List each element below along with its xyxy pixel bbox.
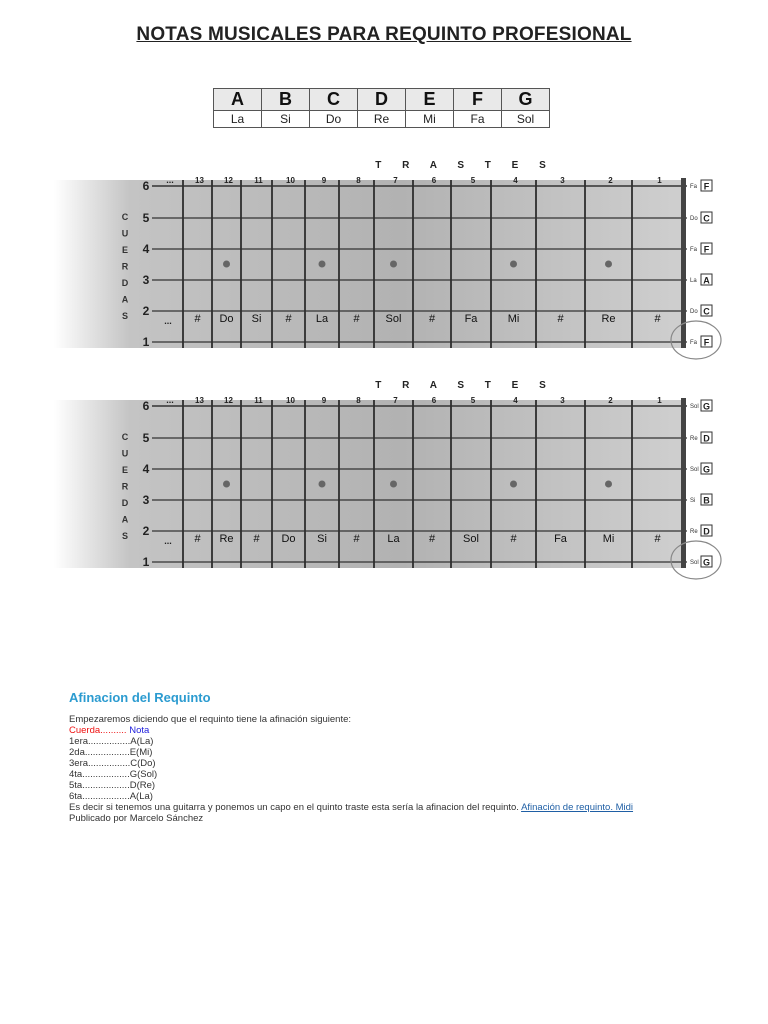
fret-number: 8 xyxy=(356,176,361,185)
open-string-name: Sol xyxy=(690,404,699,410)
cuerdas-letter: R xyxy=(121,481,129,492)
inlay-dot xyxy=(605,261,612,268)
tuning-line: 3era................C(Do) xyxy=(69,758,156,769)
cuerdas-letter: D xyxy=(121,498,129,508)
cuerdas-letter: R xyxy=(121,261,129,272)
fret-number: 9 xyxy=(321,396,327,405)
note-letter: G xyxy=(502,89,550,111)
fret-note: Re xyxy=(219,533,234,545)
string-number: 1 xyxy=(142,335,150,349)
tuning-line: 2da.................E(Mi) xyxy=(69,747,153,758)
string-number: 6 xyxy=(142,399,150,413)
fret-number: 12 xyxy=(224,176,233,185)
tuning-line: 4ta..................G(Sol) xyxy=(69,769,158,780)
cuerdas-letter: U xyxy=(121,448,129,459)
fret-note: # xyxy=(353,313,360,325)
fret-number: 4 xyxy=(513,396,518,405)
fret-note: # xyxy=(194,533,201,545)
fret-number: 10 xyxy=(286,176,295,185)
fret-number: 13 xyxy=(195,396,204,405)
trastes-label: T R A S T E S xyxy=(375,380,555,391)
note-letter-table xyxy=(213,88,550,128)
inlay-dot xyxy=(319,261,326,268)
note-name: Si xyxy=(262,111,310,128)
note-letter: E xyxy=(406,89,454,111)
open-string-letter: D xyxy=(703,526,710,537)
string-number: 2 xyxy=(142,304,150,318)
note-letter: D xyxy=(358,89,406,111)
open-string-letter: A xyxy=(703,275,710,286)
open-string-name: Fa xyxy=(690,340,698,346)
open-string-name: Fa xyxy=(690,247,698,253)
tuning-line: 1era................A(La) xyxy=(69,736,154,747)
open-string-letter: B xyxy=(703,495,710,506)
inlay-dot xyxy=(223,481,230,488)
fret-note: La xyxy=(315,313,329,325)
row-dots: ... xyxy=(164,536,172,546)
string-number: 2 xyxy=(142,524,150,538)
open-string-name: La xyxy=(690,278,697,284)
inlay-dot xyxy=(510,481,517,488)
inlay-dot xyxy=(319,481,326,488)
afinacion-section xyxy=(69,690,729,824)
cuerda-header: Cuerda.......... xyxy=(69,725,127,736)
cuerdas-letter: A xyxy=(121,294,129,305)
fret-number: 3 xyxy=(560,176,565,185)
fret-note: # xyxy=(353,533,360,545)
string-number: 4 xyxy=(142,462,150,476)
note-letters-row xyxy=(214,89,550,111)
fret-number: 7 xyxy=(393,176,398,185)
tuning-line: 5ta..................D(Re) xyxy=(69,780,156,791)
fret-number: 6 xyxy=(431,176,437,185)
fret-note: Do xyxy=(281,533,296,545)
cuerdas-letter: E xyxy=(121,245,129,255)
inlay-dot xyxy=(390,261,397,268)
fret-note: Sol xyxy=(385,313,402,325)
row-dots: ... xyxy=(164,316,172,326)
open-string-name: Re xyxy=(690,436,698,442)
fret-number: 2 xyxy=(608,176,613,185)
fret-number: 9 xyxy=(321,176,327,185)
open-string-letter: G xyxy=(702,401,711,412)
cuerdas-letter: E xyxy=(121,465,129,475)
published-by: Publicado por Marcelo Sánchez xyxy=(69,813,204,824)
fret-number: 13 xyxy=(195,176,204,185)
fret-number: 11 xyxy=(254,176,263,185)
fret-note: # xyxy=(194,313,201,325)
fret-number: 10 xyxy=(286,396,295,405)
open-string-letter: F xyxy=(703,181,710,192)
fret-note: Mi xyxy=(507,313,520,325)
note-name: Re xyxy=(358,111,406,128)
afinacion-title: Afinacion del Requinto xyxy=(69,690,211,705)
note-name: La xyxy=(214,111,262,128)
cuerdas-letter: D xyxy=(121,278,129,288)
trastes-label: T R A S T E S xyxy=(375,160,555,171)
tuning-line: 6ta..................A(La) xyxy=(69,791,153,802)
fret-note: # xyxy=(654,533,661,545)
note-names-row xyxy=(214,111,550,128)
fret-note: # xyxy=(428,313,436,325)
fretboard-diagram-2 xyxy=(40,370,740,585)
cuerdas-letter: C xyxy=(121,432,129,442)
fret-note: # xyxy=(557,313,564,325)
fret-note: Fa xyxy=(554,533,567,545)
string-number: 5 xyxy=(142,431,150,445)
fret-note: Si xyxy=(251,313,262,325)
note-name: Sol xyxy=(502,111,550,128)
open-string-name: Sol xyxy=(690,560,699,566)
cuerdas-letter: U xyxy=(121,228,129,239)
afinacion-intro: Empezaremos diciendo que el requinto tiene la afinación siguiente: xyxy=(69,714,352,725)
tuning-header xyxy=(69,725,729,736)
open-string-name: Re xyxy=(690,529,698,535)
cuerdas-letter: S xyxy=(121,311,129,321)
string-number: 6 xyxy=(142,179,150,193)
open-string-name: Sol xyxy=(690,467,699,473)
open-string-letter: F xyxy=(703,244,710,255)
open-string-letter: C xyxy=(703,213,710,224)
fret-number: 8 xyxy=(356,396,361,405)
neck-background xyxy=(54,180,684,348)
fret-note: Fa xyxy=(464,313,478,325)
cuerdas-letter: S xyxy=(121,531,129,541)
string-number: 1 xyxy=(142,555,150,569)
fret-number: 2 xyxy=(608,396,613,405)
capo-paragraph xyxy=(69,802,729,813)
fretboard-diagram-1 xyxy=(40,150,740,365)
inlay-dot xyxy=(510,261,517,268)
cuerdas-letter: A xyxy=(121,514,129,525)
fret-note: # xyxy=(510,533,517,545)
fret-note: # xyxy=(253,533,260,545)
open-string-letter: G xyxy=(702,557,711,568)
inlay-dot xyxy=(605,481,612,488)
note-letter: A xyxy=(214,89,262,111)
open-string-letter: D xyxy=(703,433,710,444)
open-string-letter: F xyxy=(703,337,710,348)
neck-background xyxy=(54,400,684,568)
open-string-name: Si xyxy=(690,498,696,504)
string-number: 3 xyxy=(142,273,150,287)
fret-number: 7 xyxy=(393,396,398,405)
fret-number: 1 xyxy=(657,176,662,185)
fret-note: Sol xyxy=(463,533,479,545)
nota-header: Nota xyxy=(126,725,150,736)
note-letter: B xyxy=(262,89,310,111)
inlay-dot xyxy=(390,481,397,488)
fret-dots: ... xyxy=(166,395,174,405)
open-string-letter: C xyxy=(703,306,710,317)
fret-note: Re xyxy=(601,313,616,325)
string-number: 4 xyxy=(142,242,150,256)
string-number: 3 xyxy=(142,493,150,507)
note-name: Mi xyxy=(406,111,454,128)
fret-number: 11 xyxy=(254,396,263,405)
fret-number: 5 xyxy=(470,396,476,405)
note-name: Do xyxy=(310,111,358,128)
note-letter: F xyxy=(454,89,502,111)
note-letter: C xyxy=(310,89,358,111)
note-name: Fa xyxy=(454,111,502,128)
fret-number: 1 xyxy=(657,396,662,405)
inlay-dot xyxy=(223,261,230,268)
open-string-name: Fa xyxy=(690,184,698,190)
fret-number: 3 xyxy=(560,396,565,405)
fret-note: # xyxy=(654,313,661,325)
fret-note: # xyxy=(285,313,292,325)
fret-note: # xyxy=(428,533,436,545)
string-number: 5 xyxy=(142,211,150,225)
cuerdas-letter: C xyxy=(121,212,129,222)
fret-number: 4 xyxy=(513,176,518,185)
fret-number: 5 xyxy=(470,176,476,185)
midi-link[interactable]: Afinación de requinto. Midi xyxy=(521,802,634,813)
fret-number: 12 xyxy=(224,396,233,405)
open-string-name: Do xyxy=(690,216,698,222)
open-string-name: Do xyxy=(690,309,698,315)
fret-dots: ... xyxy=(166,175,174,185)
fret-note: La xyxy=(387,533,400,545)
fretboard-svg xyxy=(40,150,740,360)
page-title: NOTAS MUSICALES PARA REQUINTO PROFESIONAL xyxy=(136,24,632,45)
open-string-letter: G xyxy=(702,464,711,475)
fret-note: Si xyxy=(317,533,327,545)
fret-number: 6 xyxy=(431,396,437,405)
fret-note: Mi xyxy=(602,533,615,545)
capo-text: Es decir si tenemos una guitarra y ponemos un capo en el quinto traste esta sería la afinacion del requinto. xyxy=(69,802,522,813)
fret-note: Do xyxy=(219,313,234,325)
fretboard-svg xyxy=(40,370,740,580)
